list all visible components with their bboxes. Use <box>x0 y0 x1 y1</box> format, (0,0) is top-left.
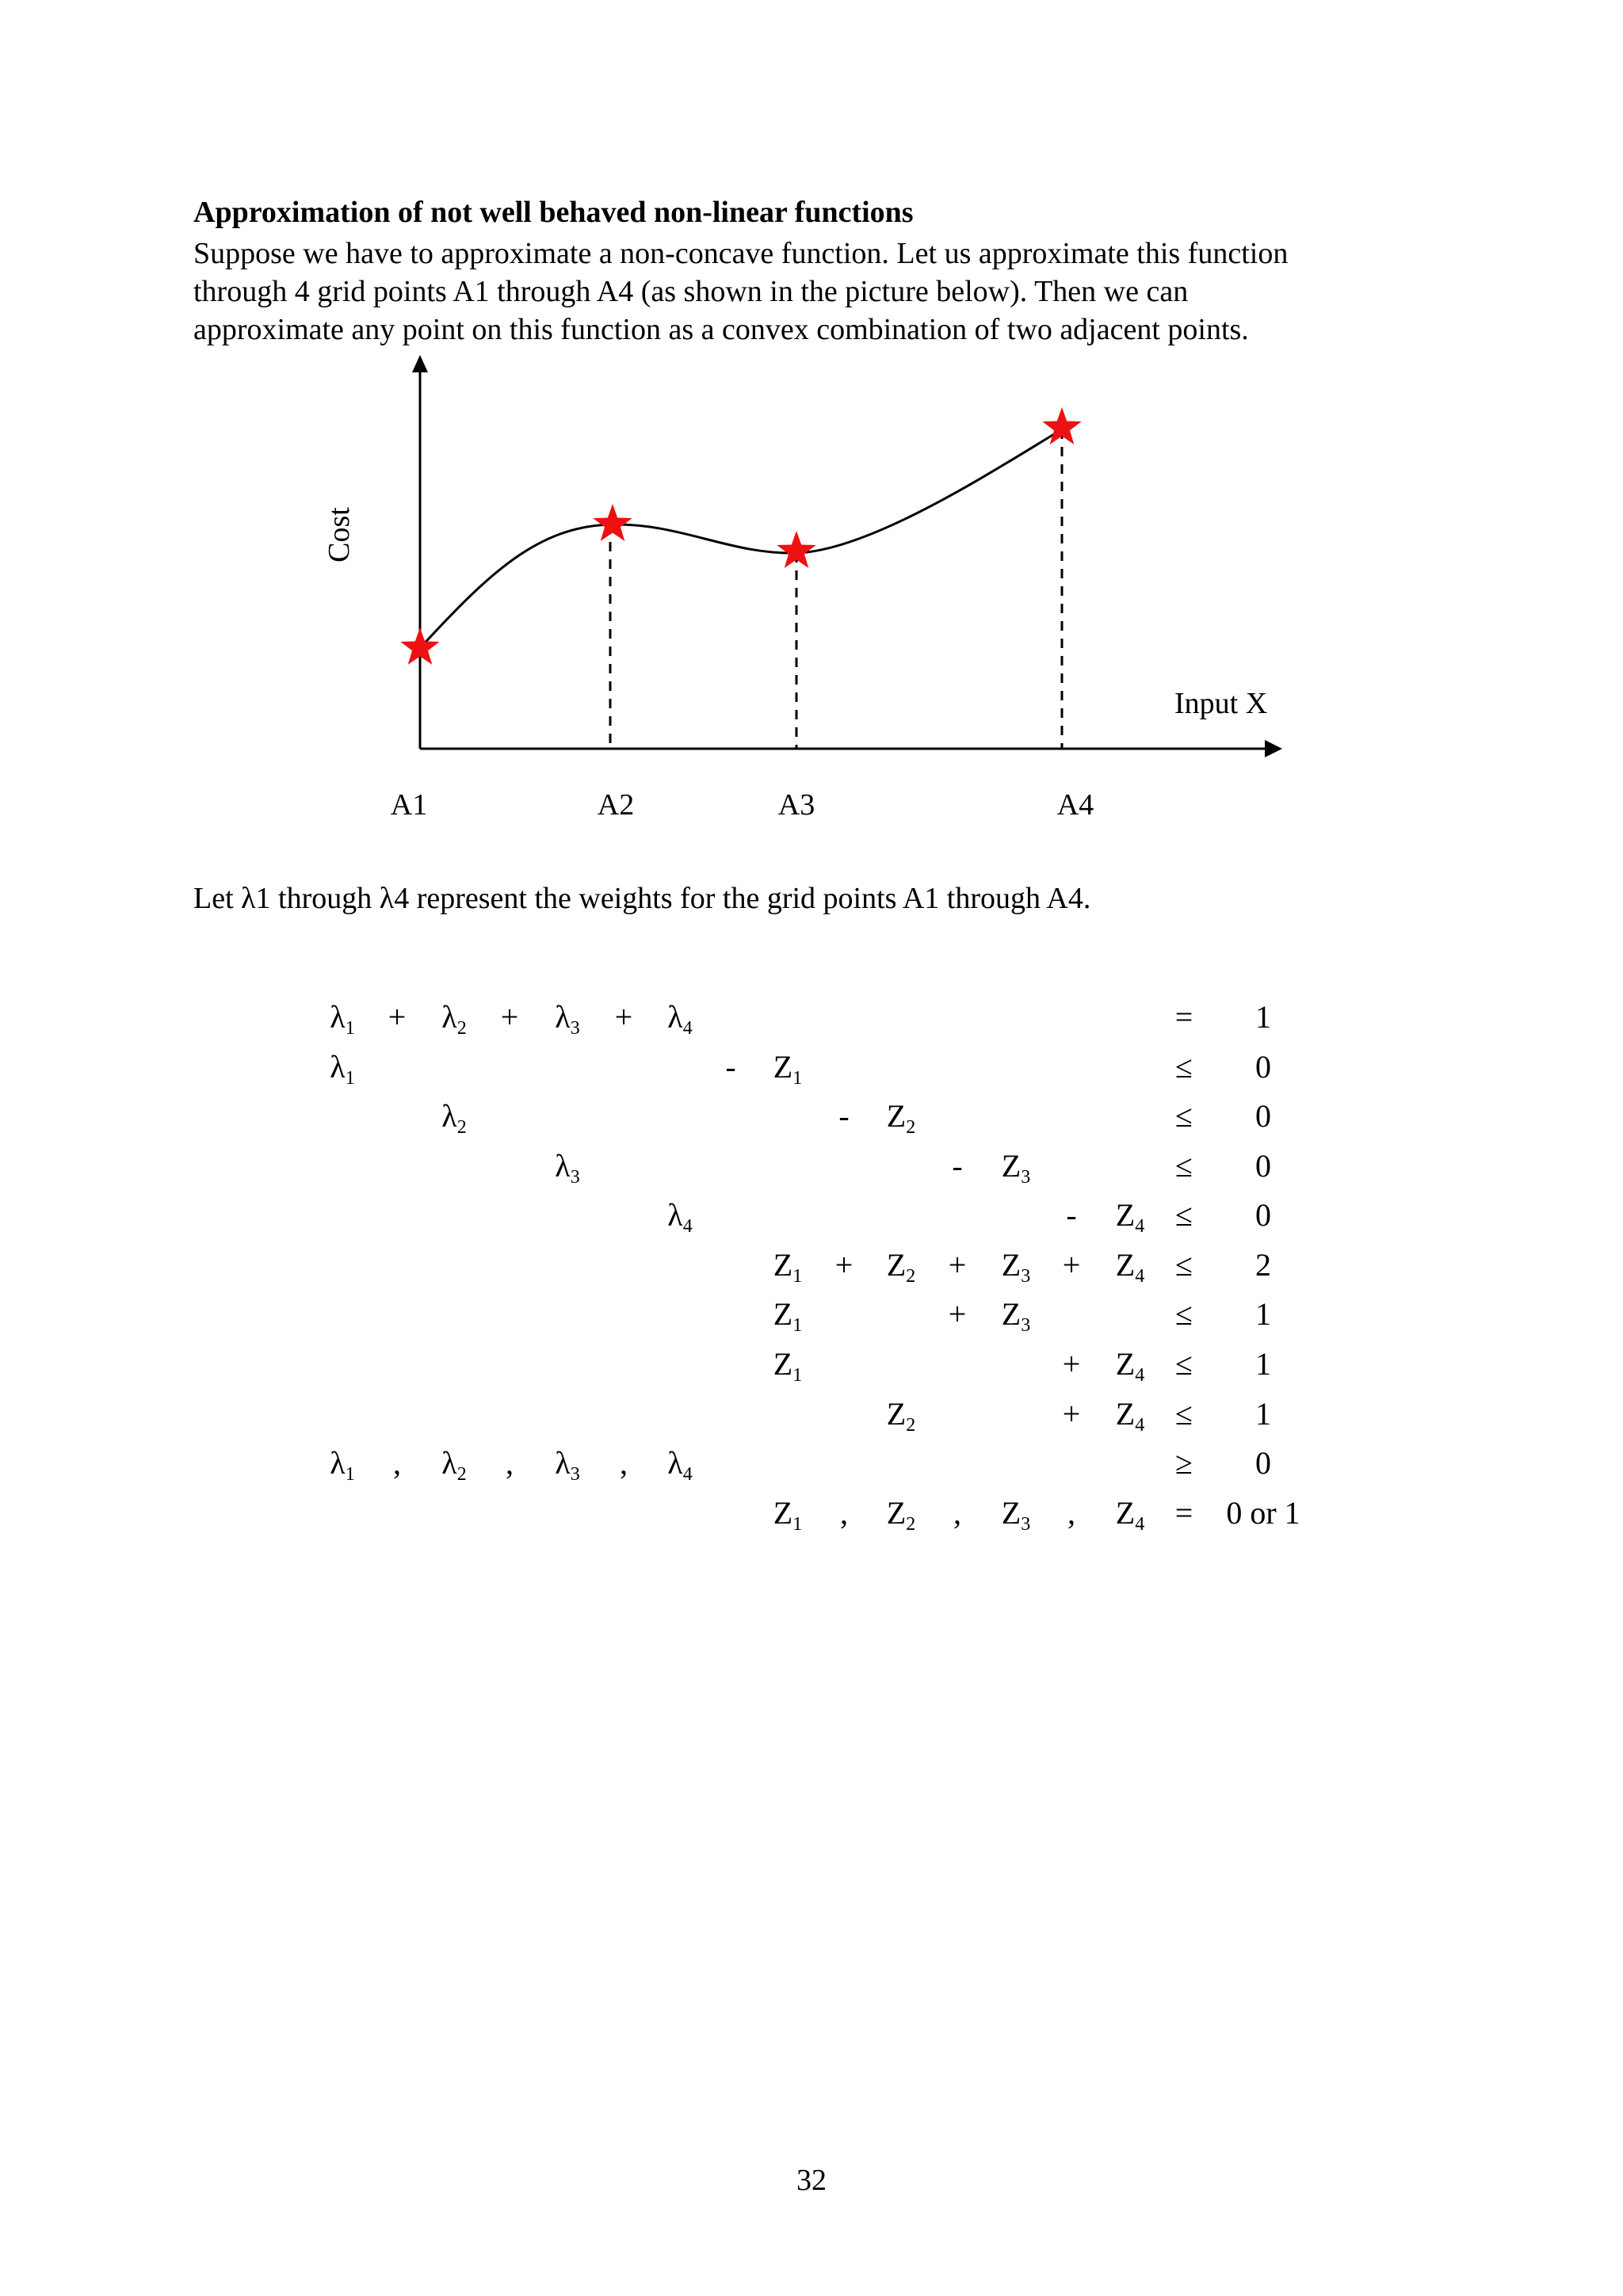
constraint-variable: $Z_4$ <box>1115 1346 1145 1386</box>
x-axis-label: Input X <box>1174 687 1268 720</box>
constraint-variable: $Z_2$ <box>886 1495 916 1535</box>
constraint-variable: $Z_3$ <box>1001 1296 1031 1336</box>
constraint-operator: + <box>834 1247 854 1283</box>
grid-point-label-a4: A4 <box>1056 788 1094 822</box>
constraint-variable: $\lambda_4$ <box>667 1197 693 1237</box>
constraint-variable: $Z_1$ <box>773 1049 803 1089</box>
constraint-operator: + <box>388 999 407 1035</box>
page-number: 32 <box>796 2164 827 2197</box>
constraint-relation: ≤ <box>1175 1197 1193 1233</box>
constraint-variable: $Z_1$ <box>773 1346 803 1386</box>
constraint-relation: = <box>1174 1495 1193 1531</box>
constraint-rhs: 0 <box>1255 1148 1271 1184</box>
grid-point-label-a2: A2 <box>597 788 635 822</box>
constraint-relation: ≤ <box>1175 1098 1193 1134</box>
constraint-relation: ≤ <box>1175 1049 1193 1085</box>
constraint-variable: $\lambda_2$ <box>441 1445 467 1485</box>
constraint-variable: $\lambda_4$ <box>667 999 693 1039</box>
constraint-variable: $\lambda_3$ <box>555 1445 580 1485</box>
constraint-operator: , <box>393 1445 401 1481</box>
constraint-variable: $Z_3$ <box>1001 1495 1031 1535</box>
constraint-operator: + <box>614 999 633 1035</box>
constraint-rhs: 1 <box>1255 999 1271 1035</box>
constraint-operator: , <box>620 1445 628 1481</box>
weights-sentence: Let λ1 through λ4 represent the weights for the grid points A1 through A4. <box>193 882 1091 915</box>
constraint-variable: $Z_1$ <box>773 1495 803 1535</box>
constraint-relation: = <box>1174 999 1193 1035</box>
constraint-relation: ≥ <box>1175 1445 1193 1481</box>
constraint-operator: + <box>1062 1396 1081 1432</box>
constraint-operator: - <box>725 1049 736 1085</box>
constraint-variable: $Z_1$ <box>773 1247 803 1287</box>
constraint-variable: $Z_4$ <box>1115 1247 1145 1287</box>
constraint-rhs: 0 or 1 <box>1226 1495 1300 1531</box>
constraint-operator: + <box>1062 1346 1081 1382</box>
paragraph-line: approximate any point on this function as a convex combination of two adjacent points. <box>193 313 1249 346</box>
cost-function-figure <box>0 0 1623 887</box>
constraint-operator: - <box>1066 1197 1077 1233</box>
constraint-operator: - <box>952 1148 963 1184</box>
constraint-operator: , <box>953 1495 961 1531</box>
grid-point-label-a3: A3 <box>777 788 815 822</box>
constraint-rhs: 1 <box>1255 1296 1271 1332</box>
constraint-relation: ≤ <box>1175 1148 1193 1184</box>
constraint-rhs: 0 <box>1255 1445 1271 1481</box>
constraint-variable: $Z_2$ <box>886 1098 916 1138</box>
constraint-rhs: 0 <box>1255 1098 1271 1134</box>
paragraph-line: Suppose we have to approximate a non-concave function. Let us approximate this function <box>193 237 1289 270</box>
constraint-variable: $Z_2$ <box>886 1396 916 1436</box>
constraint-variable: $Z_3$ <box>1001 1247 1031 1287</box>
constraint-variable: $Z_4$ <box>1115 1495 1145 1535</box>
constraint-variable: $Z_4$ <box>1115 1396 1145 1436</box>
cost-curve <box>420 429 1062 648</box>
y-axis-label: Cost <box>323 507 356 563</box>
constraint-variable: $Z_1$ <box>773 1296 803 1336</box>
constraint-rhs: 0 <box>1255 1197 1271 1233</box>
constraint-relation: ≤ <box>1175 1247 1193 1283</box>
constraint-operator: , <box>840 1495 848 1531</box>
constraint-variable: $Z_3$ <box>1001 1148 1031 1188</box>
constraint-variable: $\lambda_3$ <box>555 1148 580 1188</box>
constraint-operator: + <box>1062 1247 1081 1283</box>
constraint-relation: ≤ <box>1175 1346 1193 1382</box>
x-axis-arrowhead <box>1265 740 1282 757</box>
star-marker-a2 <box>593 504 632 541</box>
constraint-operator: - <box>838 1098 850 1134</box>
constraint-operator: , <box>506 1445 514 1481</box>
constraint-variable: $\lambda_2$ <box>441 1098 467 1138</box>
constraint-operator: + <box>948 1247 967 1283</box>
constraint-variable: $Z_2$ <box>886 1247 916 1287</box>
grid-point-label-a1: A1 <box>390 788 428 822</box>
section-heading: Approximation of not well behaved non-linear functions <box>193 196 914 229</box>
constraint-variable: $\lambda_2$ <box>441 999 467 1039</box>
constraint-rhs: 1 <box>1255 1346 1271 1382</box>
constraint-variable: $Z_4$ <box>1115 1197 1145 1237</box>
constraint-operator: , <box>1067 1495 1075 1531</box>
constraint-variable: $\lambda_3$ <box>555 999 580 1039</box>
y-axis-arrowhead <box>412 355 428 372</box>
constraint-variable: $\lambda_4$ <box>667 1445 693 1485</box>
constraint-rhs: 0 <box>1255 1049 1271 1085</box>
constraint-variable: $\lambda_1$ <box>330 1049 355 1089</box>
constraint-variable: $\lambda_1$ <box>330 1445 355 1485</box>
constraint-rhs: 2 <box>1255 1247 1271 1283</box>
constraint-relation: ≤ <box>1175 1396 1193 1432</box>
paragraph-line: through 4 grid points A1 through A4 (as shown in the picture below). Then we can <box>193 275 1189 308</box>
constraint-operator: + <box>948 1296 967 1332</box>
constraint-variable: $\lambda_1$ <box>330 999 355 1039</box>
constraint-relation: ≤ <box>1175 1296 1193 1332</box>
constraint-operator: + <box>500 999 519 1035</box>
constraint-rhs: 1 <box>1255 1396 1271 1432</box>
